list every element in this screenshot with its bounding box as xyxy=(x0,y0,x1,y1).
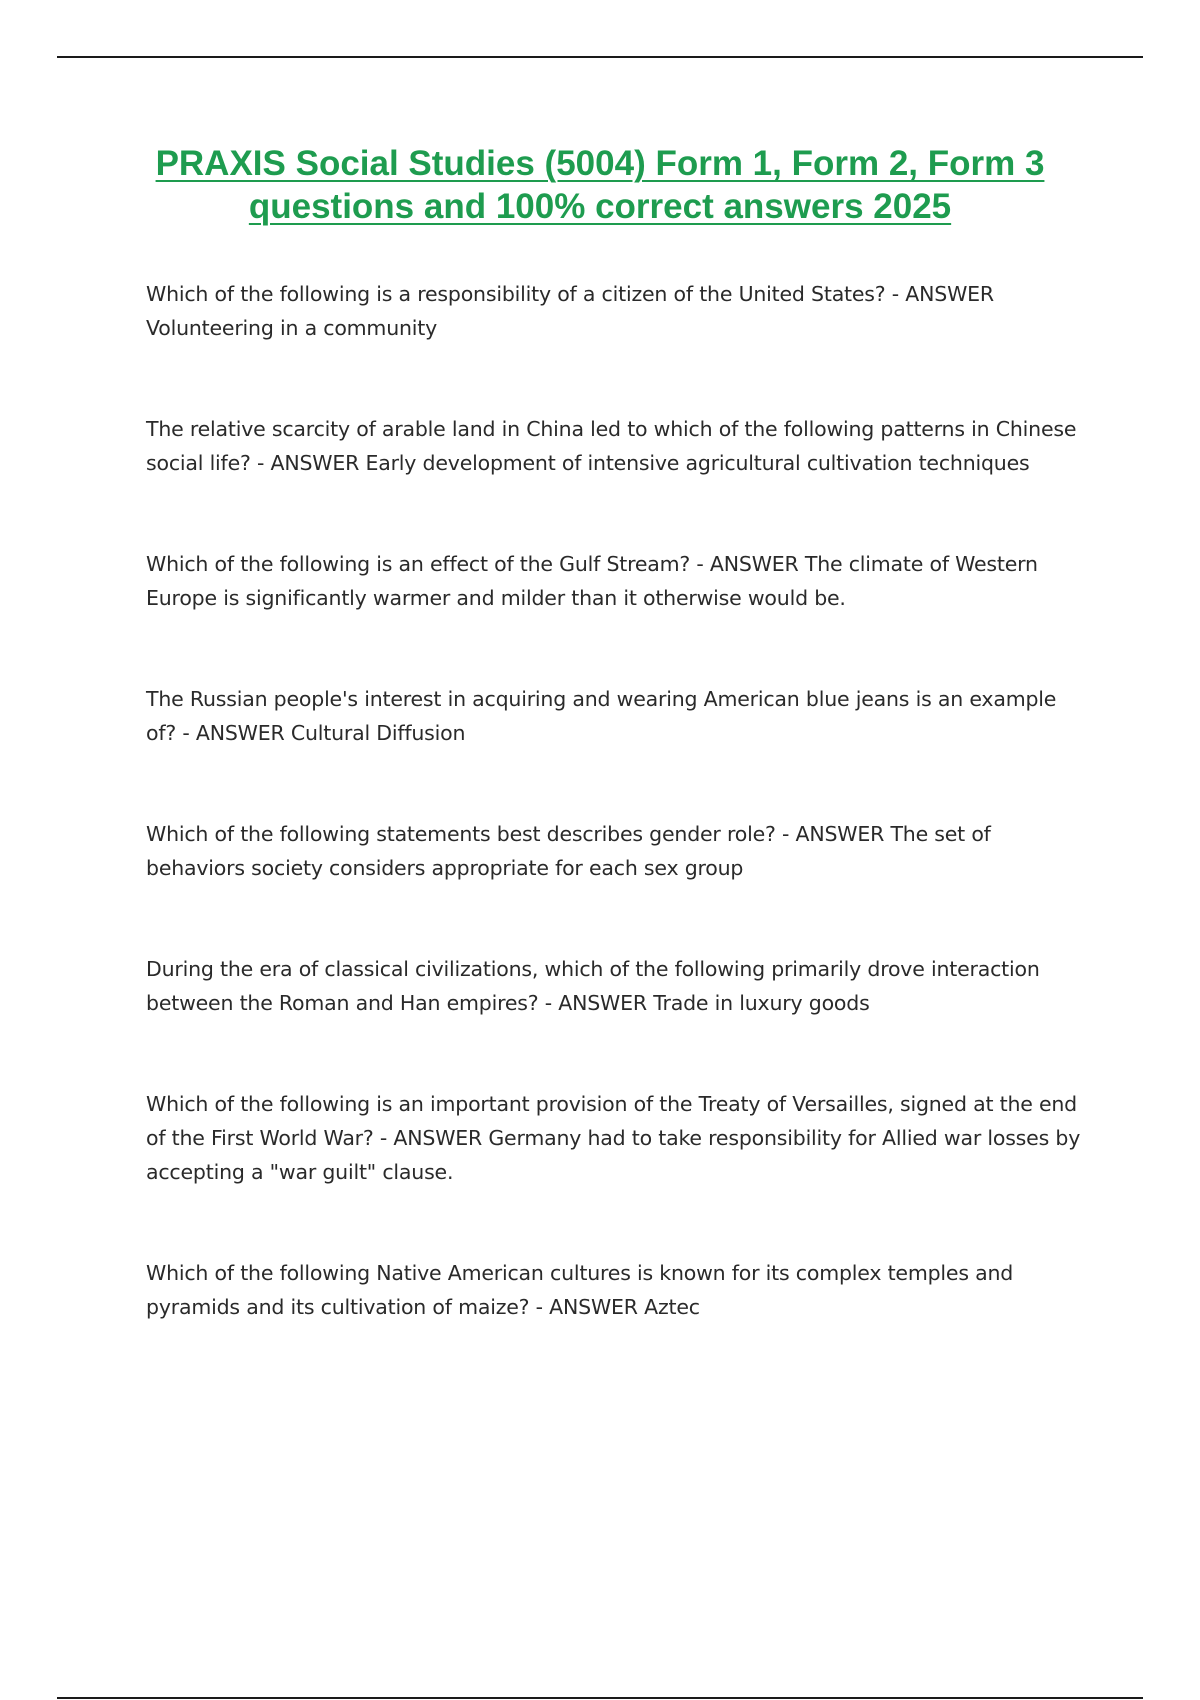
bottom-divider xyxy=(57,1697,1143,1699)
qa-item-1: Which of the following is a responsibility of a citizen of the United States? - ANSWER Volunteering in a community xyxy=(146,282,994,340)
qa-item-8: Which of the following Native American cultures is known for its complex temples and pyramids and its cultivation of maize? - ANSWER Aztec xyxy=(146,1261,1014,1319)
qa-item-2: The relative scarcity of arable land in China led to which of the following patterns in Chinese social life? - ANSWER Early development of intensive agricultural cultivation techniques xyxy=(146,417,1077,475)
top-divider xyxy=(57,56,1143,58)
question-answer-list xyxy=(146,277,1091,1391)
qa-item-3: Which of the following is an effect of the Gulf Stream? - ANSWER The climate of Western Europe is significantly warmer and milder than it otherwise would be. xyxy=(146,552,1038,610)
qa-item-5: Which of the following statements best describes gender role? - ANSWER The set of behaviors society considers appropriate for each sex group xyxy=(146,822,991,880)
qa-item-4: The Russian people's interest in acquiring and wearing American blue jeans is an example of? - ANSWER Cultural Diffusion xyxy=(146,687,1057,745)
document-title: PRAXIS Social Studies (5004) Form 1, Form 2, Form 3 questions and 100% correct answers 2025 xyxy=(155,144,1045,226)
qa-item-6: During the era of classical civilizations, which of the following primarily drove interaction between the Roman and Han empires? - ANSWER Trade in luxury goods xyxy=(146,957,1040,1015)
qa-item-7: Which of the following is an important provision of the Treaty of Versailles, signed at the end of the First World War? - ANSWER Germany had to take responsibility for Allied war losses by accepting a "war guilt" clause. xyxy=(146,1092,1081,1184)
